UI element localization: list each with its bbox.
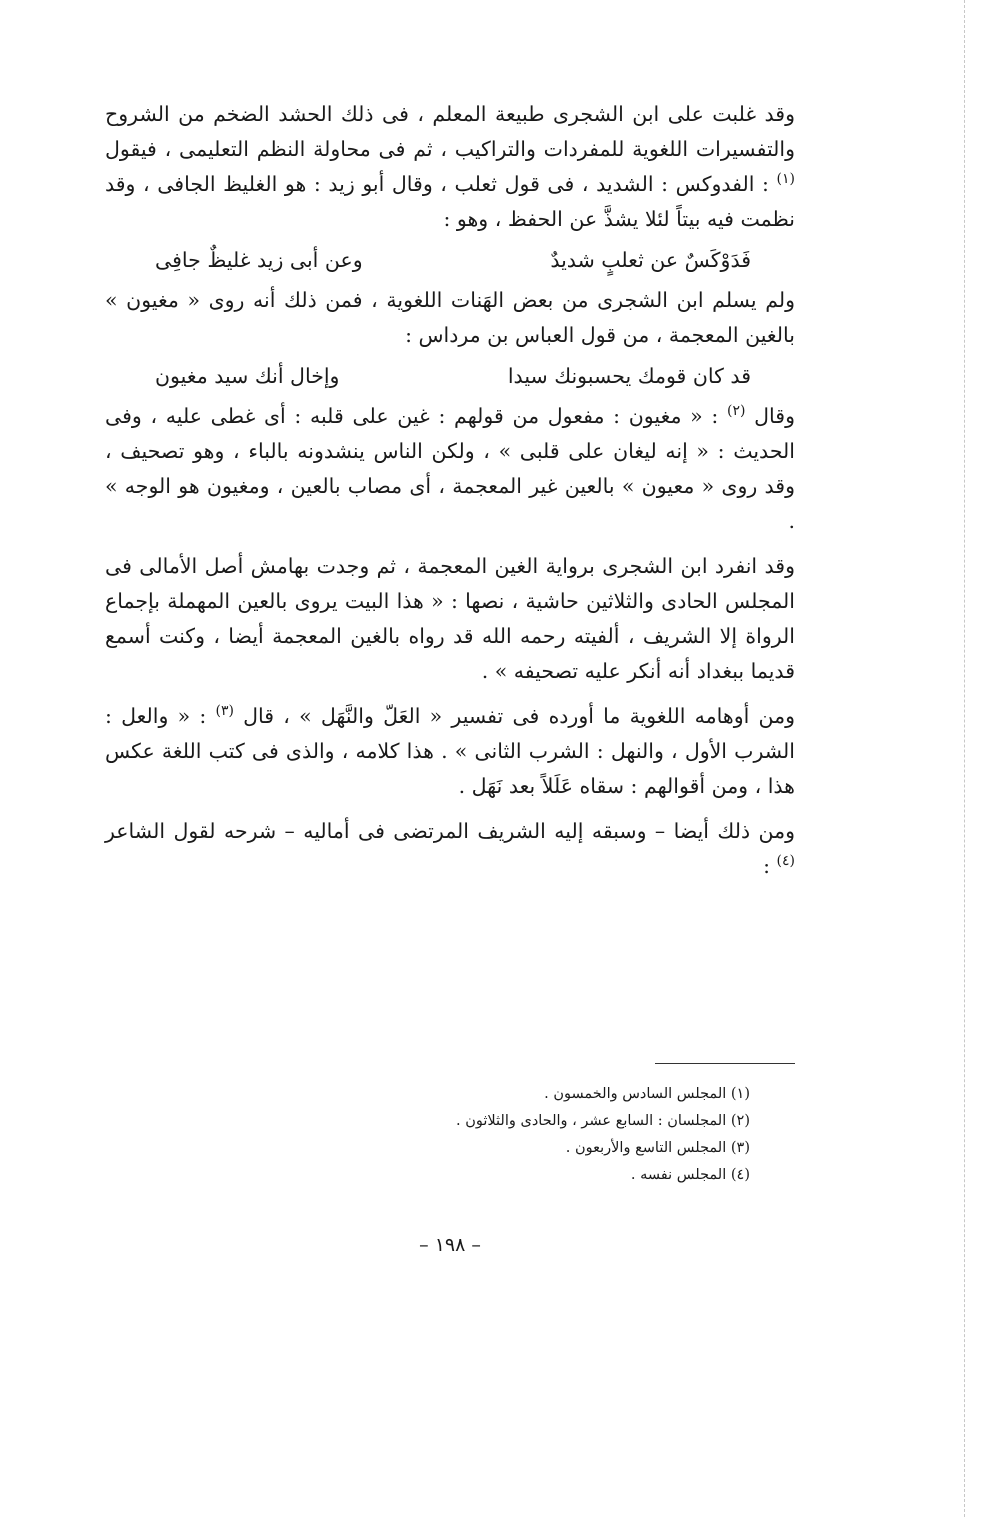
page-number: – ١٩٨ – (419, 1234, 481, 1256)
paragraph-6 (105, 814, 795, 884)
paragraph-3 (105, 399, 795, 539)
footnote-2: (٢) المجلسان : السابع عشر ، والحادى والثلاثون . (456, 1113, 750, 1129)
footnotes (230, 1081, 750, 1189)
paragraph-4: وقد انفرد ابن الشجرى برواية الغين المعجمة ، ثم وجدت بهامش أصل الأمالى فى المجلس الحادى والثلاثين حاشية ، نصها : « هذا البيت يروى بالعين المهملة بإجماع الرواة إلا الشريف ، ألفيته رحمه الله قد رواه بالغين المعجمة أيضا ، وكنت أسمع قديما ببغداد أنه أنكر عليه تصحيفه » . (105, 554, 795, 683)
paragraph-spacer (105, 539, 795, 549)
footnote-ref-1: (١) (776, 171, 795, 188)
verse-1-second-hemistich: وعن أبى زيد غليظٌ جافِى (155, 247, 363, 272)
paragraph-1 (105, 97, 795, 237)
verse-1 (155, 237, 751, 283)
footnote-separator (655, 1063, 795, 1064)
paragraph-3-text-a: وقال (754, 404, 795, 428)
scan-edge-line (963, 0, 965, 1517)
paragraph-1-text-b: : الفدوكس : الشديد ، فى قول ثعلب ، وقال أبو زيد : هو الغليظ الجافى ، وقد نظمت فيه بيتاً لئلا يشذَّ عن الحفظ ، وهو : (105, 172, 795, 231)
main-text (105, 97, 795, 884)
footnote-ref-3: (٣) (215, 703, 234, 720)
paragraph-5-text-a: ومن أوهامه اللغوية ما أورده فى تفسير « العَلّ والنَّهَل » ، قال (243, 704, 795, 728)
footnote-ref-4: (٤) (776, 853, 795, 870)
paragraph-5-text-b: : « والعل : الشرب الأول ، والنهل : الشرب الثانى » . هذا كلامه ، والذى فى كتب اللغة عكس هذا ، ومن أقوالهم : سقاه عَلَلاً بعد نَهَل . (105, 704, 795, 798)
verse-1-first-hemistich: فَدَوْكَسٌ عن ثعلبٍ شديدٌ (550, 247, 751, 272)
paragraph-5 (105, 699, 795, 804)
paragraph-6-text-b: : (763, 854, 770, 878)
paragraph-3-text-b: : « مغيون : مفعول من قولهم : غين على قلبه : أى غطى عليه ، وفى الحديث : « إنه ليغان على قلبى » ، ولكن الناس ينشدونه بالباء ، وهو تصحيف ، وقد روى « معيون » بالعين غير المعجمة ، أى مصاب بالعين ، ومغيون هو الوجه » . (105, 404, 795, 533)
footnote-4: (٤) المجلس نفسه . (630, 1167, 750, 1183)
paragraph-2: ولم يسلم ابن الشجرى من بعض الهَنات اللغوية ، فمن ذلك أنه روى « مغيون » بالغين المعجمة ، من قول العباس بن مرداس : (105, 288, 795, 347)
paragraph-spacer (105, 804, 795, 814)
footnote-ref-2: (٢) (726, 403, 746, 420)
verse-2 (155, 353, 751, 399)
paragraph-6-text-a: ومن ذلك أيضا – وسبقه إليه الشريف المرتضى فى أماليه – شرحه لقول الشاعر (105, 819, 795, 843)
verse-2-second-hemistich: وإخال أنك سيد مغيون (155, 363, 340, 388)
footnote-1: (١) المجلس السادس والخمسون . (544, 1086, 750, 1102)
paragraph-1-text-a: وقد غلبت على ابن الشجرى طبيعة المعلم ، فى ذلك الحشد الضخم من الشروح والتفسيرات اللغوية للمفردات والتراكيب ، ثم فى محاولة النظم التعليمى ، فيقول (105, 102, 795, 161)
verse-2-first-hemistich: قد كان قومك يحسبونك سيدا (507, 363, 751, 388)
footnote-3: (٣) المجلس التاسع والأربعون . (565, 1140, 750, 1156)
paragraph-spacer (105, 689, 795, 699)
